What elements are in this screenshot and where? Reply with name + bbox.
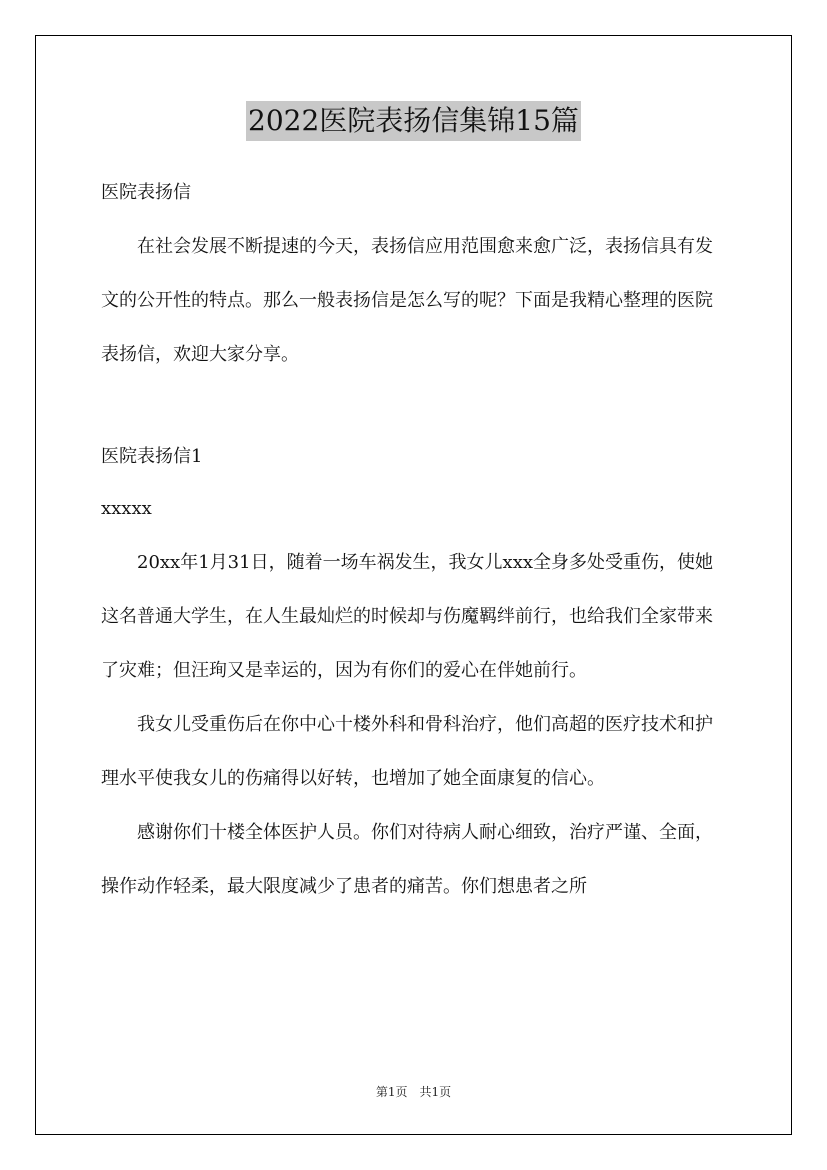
document-title [0, 100, 827, 141]
letter1-paragraph-2: 我女儿受重伤后在你中心十楼外科和骨科治疗，他们高超的医疗技术和护理水平使我女儿的伤痛得以好转，也增加了她全面康复的信心。 [101, 714, 713, 789]
page-footer: 第1页 共1页 [375, 1085, 452, 1099]
intro-paragraph: 在社会发展不断提速的今天，表扬信应用范围愈来愈广泛，表扬信具有发文的公开性的特点。那么一般表扬信是怎么写的呢？下面是我精心整理的医院表扬信，欢迎大家分享。 [101, 236, 713, 365]
letter1-paragraph-1: 20xx年1月31日，随着一场车祸发生，我女儿xxx全身多处受重伤，使她这名普通大学生，在人生最灿烂的时候却与伤魔羁绊前行，也给我们全家带来了灾难；但汪珣又是幸运的，因为有你们的爱心在伴她前行。 [101, 552, 714, 681]
document-title-text: 2022医院表扬信集锦15篇 [246, 101, 581, 141]
section-spacer [101, 382, 729, 428]
letter1-heading: 医院表扬信1 [101, 446, 203, 467]
letter1-salutation: xxxxx [101, 498, 152, 519]
letter1-paragraph-3: 感谢你们十楼全体医护人员。你们对待病人耐心细致，治疗严谨、全面，操作动作轻柔，最大限度减少了患者的痛苦。你们想患者之所 [101, 822, 713, 897]
document-body [101, 170, 729, 914]
intro-heading: 医院表扬信 [101, 182, 191, 203]
